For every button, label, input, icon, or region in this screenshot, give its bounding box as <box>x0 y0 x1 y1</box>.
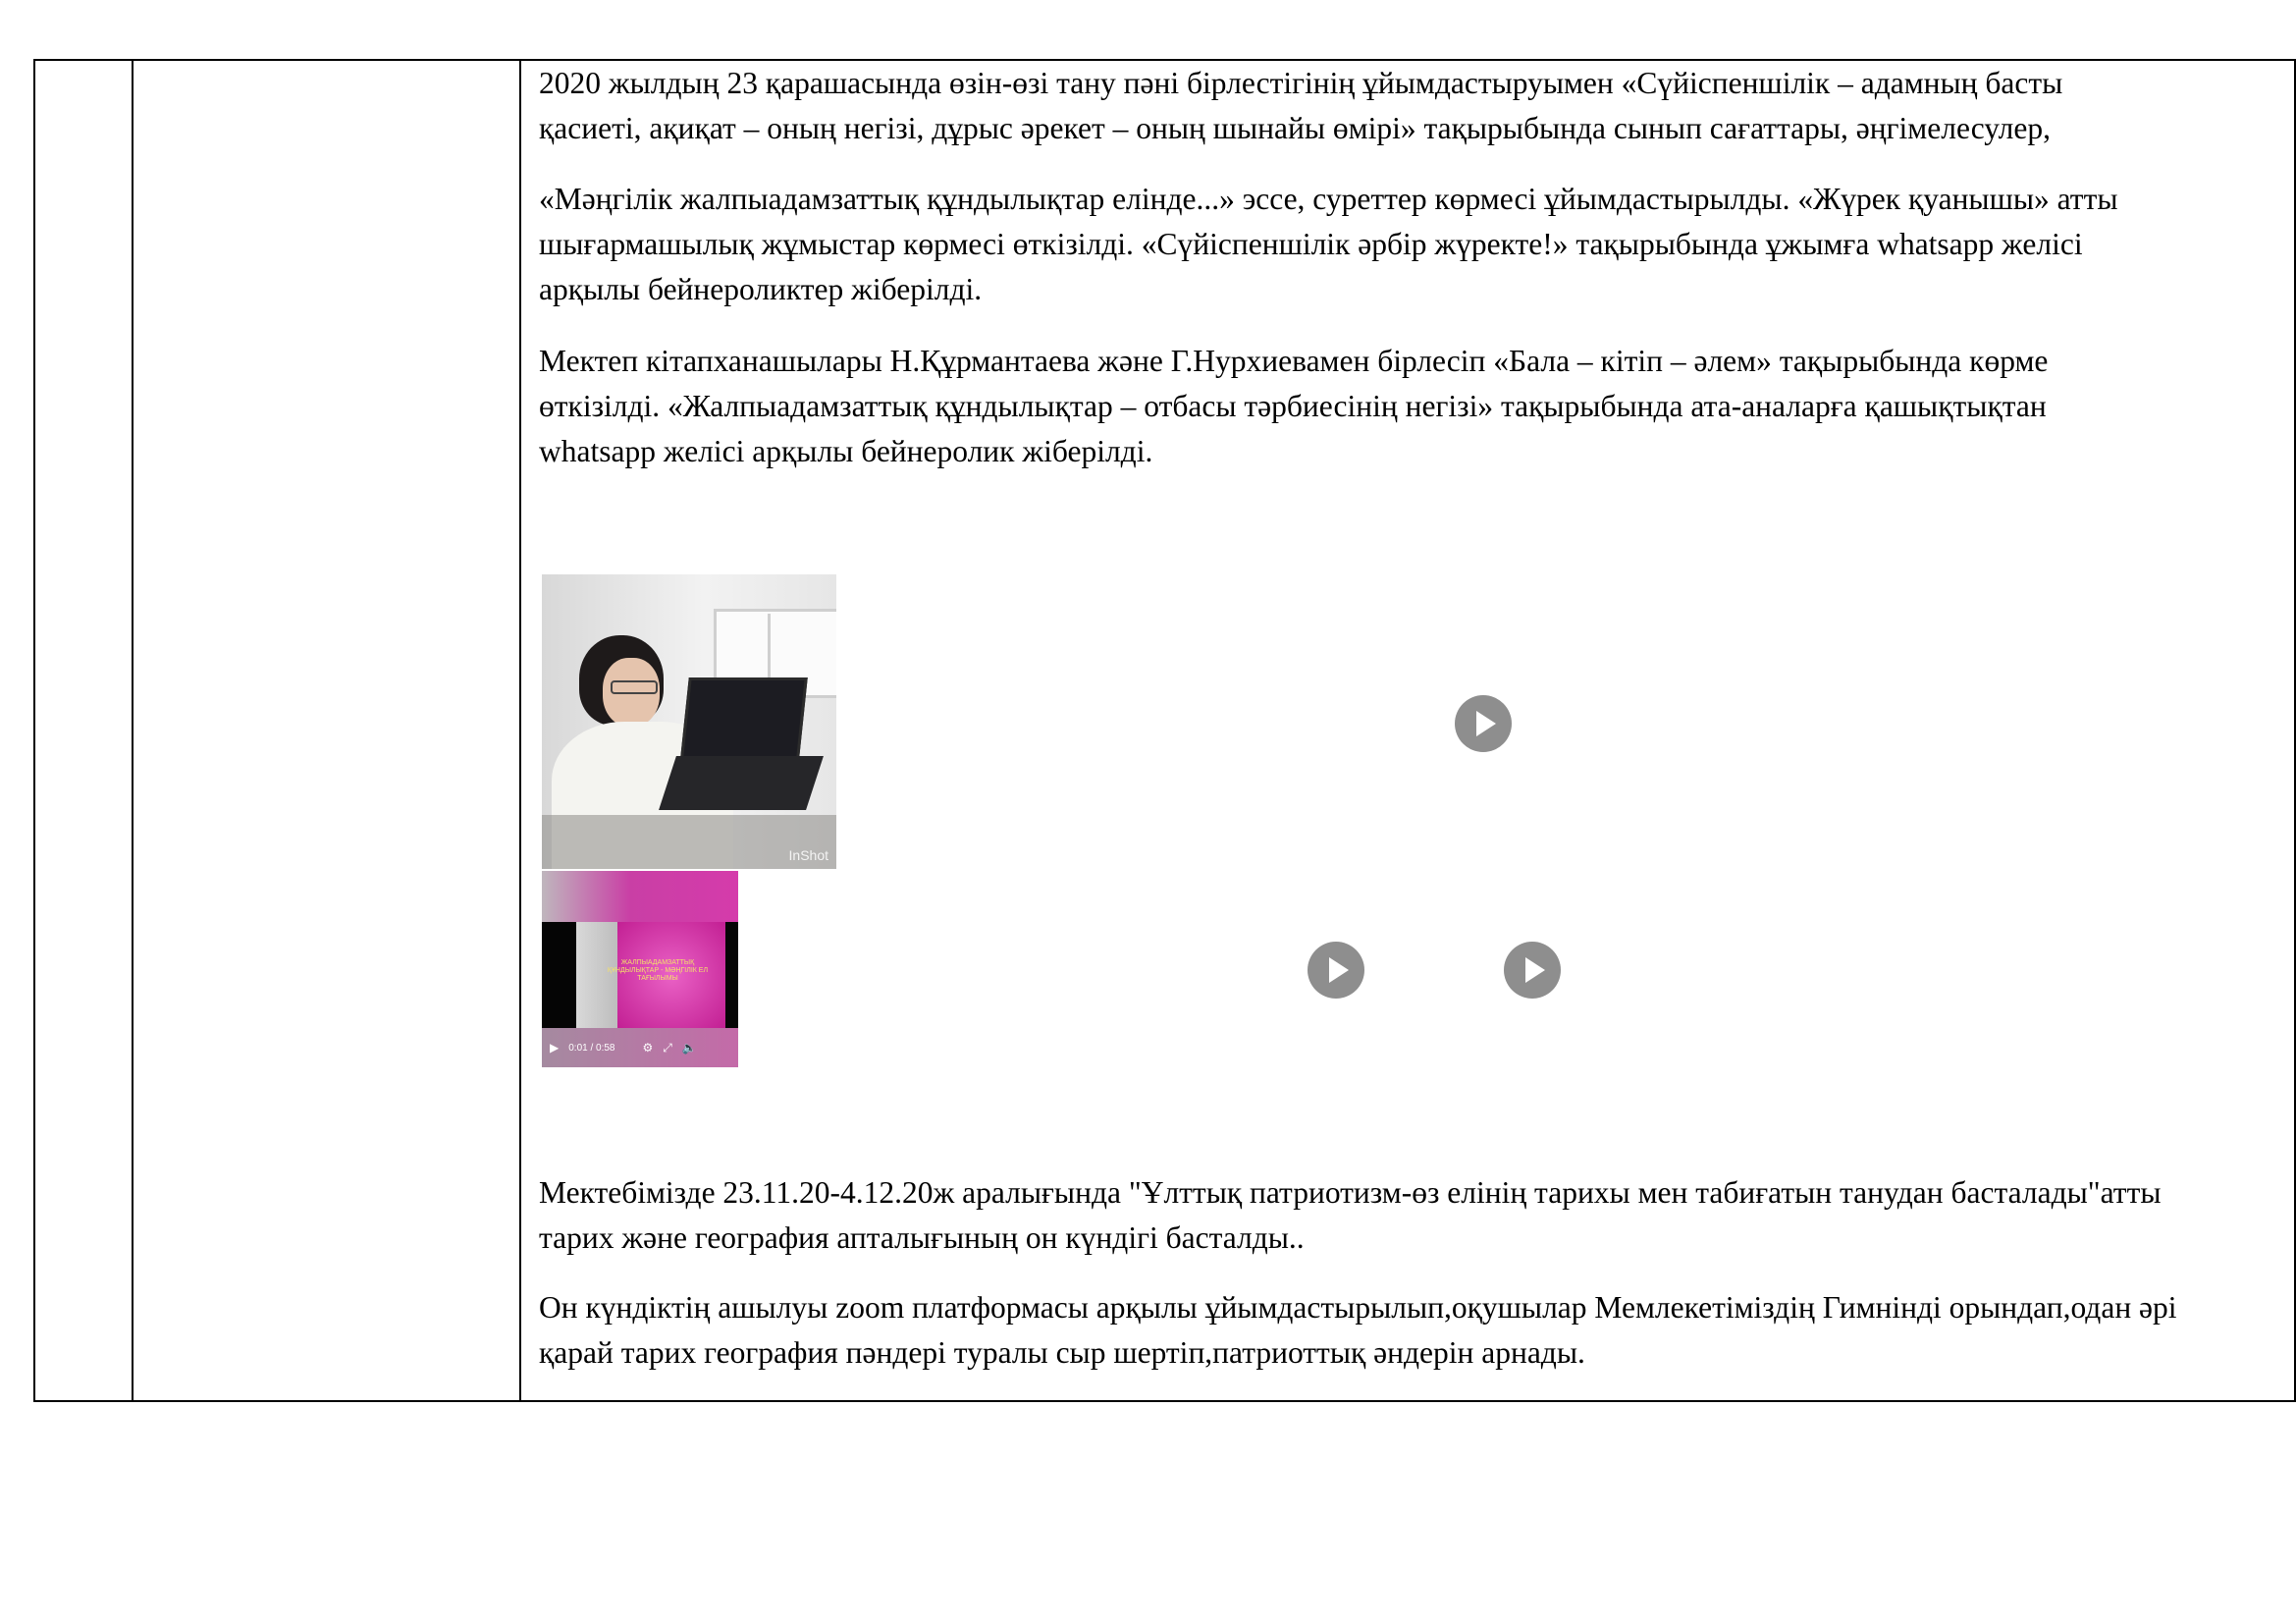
paragraph-2: «Мәңгілік жалпыадамзаттық құндылықтар елінде...» эссе, суреттер көрмесі ұйымдастырылды. «Жүрек қуанышы» атты шығармашылық жұмыстар көрмесі өткізілді. «Сүйіспеншілік әрбір жүректе!» тақырыбында ұжымға whatsapp желісі арқылы бейнероликтер жіберілді. <box>539 182 2118 306</box>
document-table <box>33 59 2296 1402</box>
video-time: 0:01 / 0:58 <box>568 1042 615 1054</box>
video-thumbnail[interactable] <box>542 871 738 1067</box>
play-button-3[interactable] <box>1504 942 1561 999</box>
number-cell <box>34 60 133 1401</box>
paragraph-3: Мектеп кітапханашылары Н.Құрмантаева және Г.Нурхиевамен бірлесіп «Бала – кітіп – әлем» тақырыбында көрме өткізілді. «Жалпыадамзаттық құндылықтар – отбасы тәрбиесінің негізі» тақырыбында ата-аналарға қашықтықтан whatsapp желісі арқылы бейнеролик жіберілді. <box>539 344 2049 468</box>
settings-icon[interactable]: ⚙ <box>642 1041 654 1055</box>
content-area <box>521 61 2294 1400</box>
video-overlay-text: ЖАЛПЫАДАМЗАТТЫҚ ҚҰНДЫЛЫҚТАР - МӘҢГІЛІК ЕЛ ТАҒЫЛЫМЫ <box>607 959 709 982</box>
play-button-1[interactable] <box>1455 695 1512 752</box>
play-button-2[interactable] <box>1308 942 1364 999</box>
paragraph-1: 2020 жылдың 23 қарашасында өзін-өзі тану пәні бірлестігінің ұйымдастыруымен «Сүйіспеншілік – адамның басты қасиеті, ақиқат – оның негізі, дұрыс әрекет – оның шынайы өмірі» тақырыбында сынып сағаттары, әңгімелесулер, <box>539 66 2063 145</box>
play-icon[interactable]: ▶ <box>550 1041 560 1055</box>
content-cell <box>520 60 2295 1401</box>
fullscreen-icon[interactable]: ⤢ <box>663 1040 672 1055</box>
teacher-laptop-photo <box>542 574 836 869</box>
paragraph-4: Мектебімізде 23.11.20-4.12.20ж аралығында "Ұлттық патриотизм-өз елінің тарихы мен табиғатын танудан басталады"атты тарих және география апталығының он күндігі басталды.. <box>539 1175 2162 1255</box>
inshot-watermark: InShot <box>788 847 828 863</box>
paragraph-5: Он күндіктің ашылуы zoom платформасы арқылы ұйымдастырылып,оқушылар Мемлекетіміздің Гимнінді орындап,одан әрі қарай тарих география пәндері туралы сыр шертіп,патриоттық әндерін арнады. <box>539 1290 2177 1370</box>
video-controls <box>550 1039 730 1056</box>
name-cell <box>133 60 520 1401</box>
volume-icon[interactable]: 🔈 <box>681 1041 697 1055</box>
